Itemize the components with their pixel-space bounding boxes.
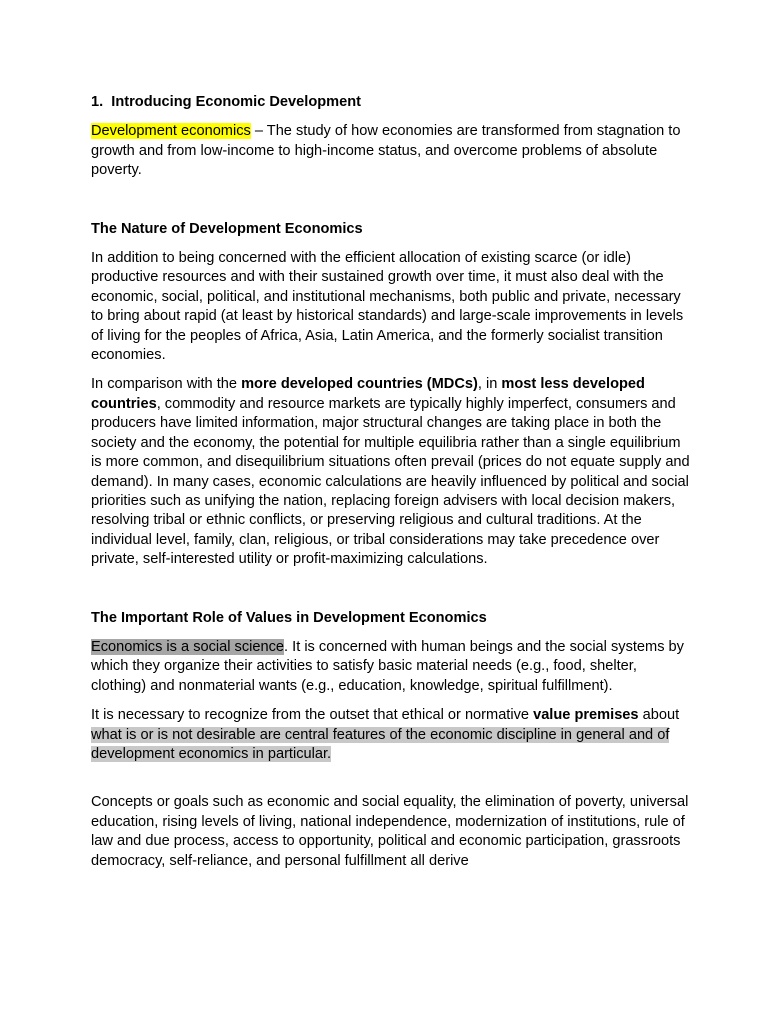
values-p2-part-c: about	[638, 707, 680, 724]
definition-paragraph	[91, 122, 691, 180]
main-heading	[91, 93, 691, 112]
nature-paragraph-1: In addition to being concerned with the efficient allocation of existing scarce (or idle) productive resources and with their sustained growth over time, it must also deal with the economic, social, political, and institutional mechanisms, both public and private, necessary to bring about rapid (at least by historical standards) and large-scale improvements in levels of living for the peoples of Africa, Asia, Latin America, and the formerly socialist transition economies.	[91, 250, 684, 364]
nature-p2-part-c: , in	[477, 376, 502, 393]
values-p2-part-a: It is necessary to recognize from the outset that ethical or normative	[91, 707, 534, 724]
nature-p2-part-a: In comparison with the	[91, 376, 242, 393]
heading-title: Introducing Economic Development	[111, 94, 362, 110]
values-paragraph-3: Concepts or goals such as economic and social equality, the elimination of poverty, universal education, rising levels of living, national independence, modernization of institutions, rule of law and due process, access to opportunity, political and economic participation, grassroots democracy, self-reliance, and personal fulfillment all derive	[91, 794, 689, 869]
desirable-highlight: what is or is not desirable are central features of the economic discipline in general and of development economics in particular.	[91, 726, 670, 762]
mdcs-term: more developed countries (MDCs)	[241, 376, 478, 393]
nature-paragraph-2	[91, 375, 691, 569]
definition-text: – The study of how economies are transformed from stagnation to growth and from low-income to high-income status, and overcome problems of absolute poverty.	[91, 123, 681, 179]
nature-p2-part-e: , commodity and resource markets are typically highly imperfect, consumers and producers have limited information, major structural changes are taking place in both the society and the economy, the potential for multiple equilibria rather than a single equilibrium is more common, and disequilibrium situations often prevail (prices do not equate supply and demand). In many cases, economic calculations are heavily influenced by political and social priorities such as unifying the nation, replacing foreign advisers with local decision makers, resolving tribal or ethnic conflicts, or preserving religious and cultural traditions. At the individual level, family, clan, religious, or tribal considerations may take precedence over private, self-interested utility or profit-maximizing calculations.	[91, 395, 690, 568]
nature-section-heading: The Nature of Development Economics	[91, 220, 363, 237]
values-p1-rest: . It is concerned with human beings and the social systems by which they organize their activities to satisfy basic material needs (e.g., food, shelter, clothing) and nonmaterial wants (e.g., education, knowledge, spiritual fulfillment).	[91, 638, 684, 694]
values-paragraph-1	[91, 638, 691, 696]
values-section-heading: The Important Role of Values in Development Economics	[91, 609, 487, 626]
value-premises-term: value premises	[533, 707, 639, 724]
document-body	[91, 93, 691, 881]
social-science-highlight: Economics is a social science	[91, 638, 285, 655]
definition-term: Development economics	[91, 123, 251, 140]
heading-number: 1.	[91, 94, 104, 110]
ldcs-term: most less developed countries	[91, 376, 645, 412]
values-paragraph-2	[91, 706, 691, 764]
